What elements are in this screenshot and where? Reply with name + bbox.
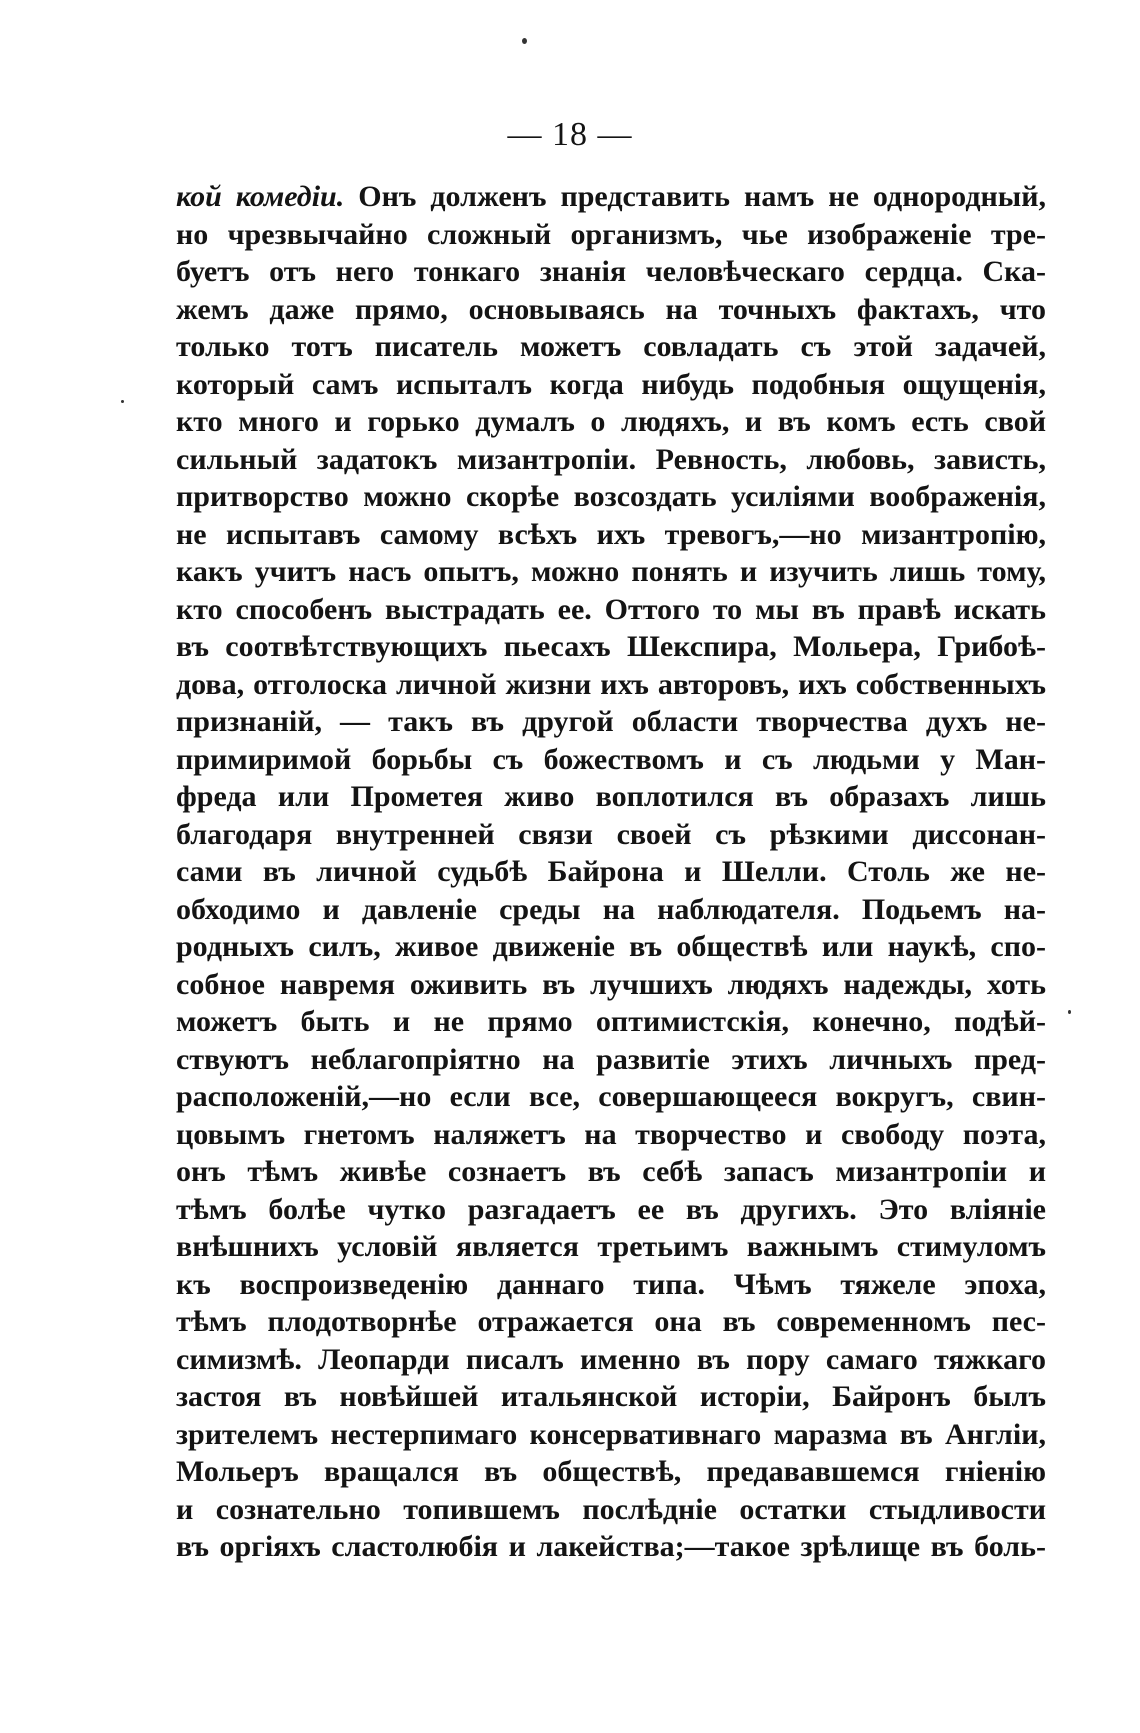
text-line: благодаря внутренней связи своей съ рѣзкими диссонан- [176,817,1046,851]
text-line: тѣмъ плодотворнѣе отражается она въ современномъ пес- [176,1305,1046,1338]
text-line: и сознательно топившемъ послѣдніе остатки стыдливости [176,1492,1046,1526]
text-line: какъ учитъ насъ опытъ, можно понять и изучить лишь тому, [176,555,1046,588]
text-line: примиримой борьбы съ божествомъ и съ людьми у Ман- [176,742,1046,776]
ink-speck-left [121,400,124,403]
text-line: только тотъ писатель можетъ совладать съ этой задачей, [176,330,1046,363]
body-text [176,178,1046,1566]
text-line: признаній, — такъ въ другой области творчества духъ не- [176,705,1046,738]
text-line: тѣмъ болѣе чутко разгадаетъ ее въ другихъ. Это вліяніе [176,1192,1046,1226]
text-line: въ соотвѣтствующихъ пьесахъ Шекспира, Мольера, Грибоѣ- [176,630,1046,663]
text-line: цовымъ гнетомъ наляжетъ на творчество и свободу поэта, [176,1117,1046,1151]
text-line: собное навремя оживить въ лучшихъ людяхъ надежды, хоть [176,967,1046,1001]
ink-speck-top [522,38,527,44]
text-line: притворство можно скорѣе возсоздать усиліями воображенія, [176,480,1046,513]
ink-speck-right [1068,1010,1071,1014]
text-line: сами въ личной судьбѣ Байрона и Шелли. Столь же не- [176,855,1046,888]
text-line: симизмѣ. Леопарди писалъ именно въ пору самаго тяжкаго [176,1342,1046,1376]
text-line-1 [176,178,1046,216]
text-line: онъ тѣмъ живѣе сознаетъ въ себѣ запасъ мизантропіи и [176,1155,1046,1188]
text-line: который самъ испыталъ когда нибудь подобныя ощущенія, [176,367,1046,401]
text-line: расположеній,—но если все, совершающееся вокругъ, свин- [176,1080,1046,1113]
text-line: Мольеръ вращался въ обществѣ, предававшемся гніенію [176,1455,1046,1488]
text-line: жемъ даже прямо, основываясь на точныхъ фактахъ, что [176,292,1046,326]
text-line: фреда или Прометея живо воплотился въ образахъ лишь [176,780,1046,813]
text-line: дова, отголоска личной жизни ихъ авторовъ, ихъ собственныхъ [176,667,1046,701]
text-line: обходимо и давленіе среды на наблюдателя. Подьемъ на- [176,892,1046,926]
text-line: ствуютъ неблагопріятно на развитіе этихъ личныхъ пред- [176,1042,1046,1076]
text-line: можетъ быть и не прямо оптимистскія, конечно, подѣй- [176,1005,1046,1038]
text-line: буетъ отъ него тонкаго знанія человѣческаго сердца. Ска- [176,255,1046,288]
text-line: но чрезвычайно сложный организмъ, чье изображеніе тре- [176,217,1046,251]
text-line: кто много и горько думалъ о людяхъ, и въ комъ есть свой [176,405,1046,438]
text-line: родныхъ силъ, живое движеніе въ обществѣ или наукѣ, спо- [176,930,1046,963]
text-line: застоя въ новѣйшей итальянской исторіи, Байронъ былъ [176,1380,1046,1413]
text-line: въ оргіяхъ сластолюбія и лакейства;—такое зрѣлище въ боль- [176,1530,1046,1563]
text-fragment: Онъ долженъ представить намъ не однородный, [344,180,1046,213]
text-line: сильный задатокъ мизантропіи. Ревность, любовь, зависть, [176,442,1046,476]
text-line: внѣшнихъ условій является третьимъ важнымъ стимуломъ [176,1230,1046,1263]
text-line: къ воспроизведенію даннаго типа. Чѣмъ тяжеле эпоха, [176,1267,1046,1301]
text-line: зрителемъ нестерпимаго консервативнаго маразма въ Англіи, [176,1417,1046,1451]
text-line: не испытавъ самому всѣхъ ихъ тревогъ,—но мизантропію, [176,517,1046,551]
page-number: — 18 — [507,116,633,153]
text-line: кто способенъ выстрадать ее. Оттого то мы въ правѣ искать [176,592,1046,626]
italic-fragment: кой комедіи. [176,180,345,213]
